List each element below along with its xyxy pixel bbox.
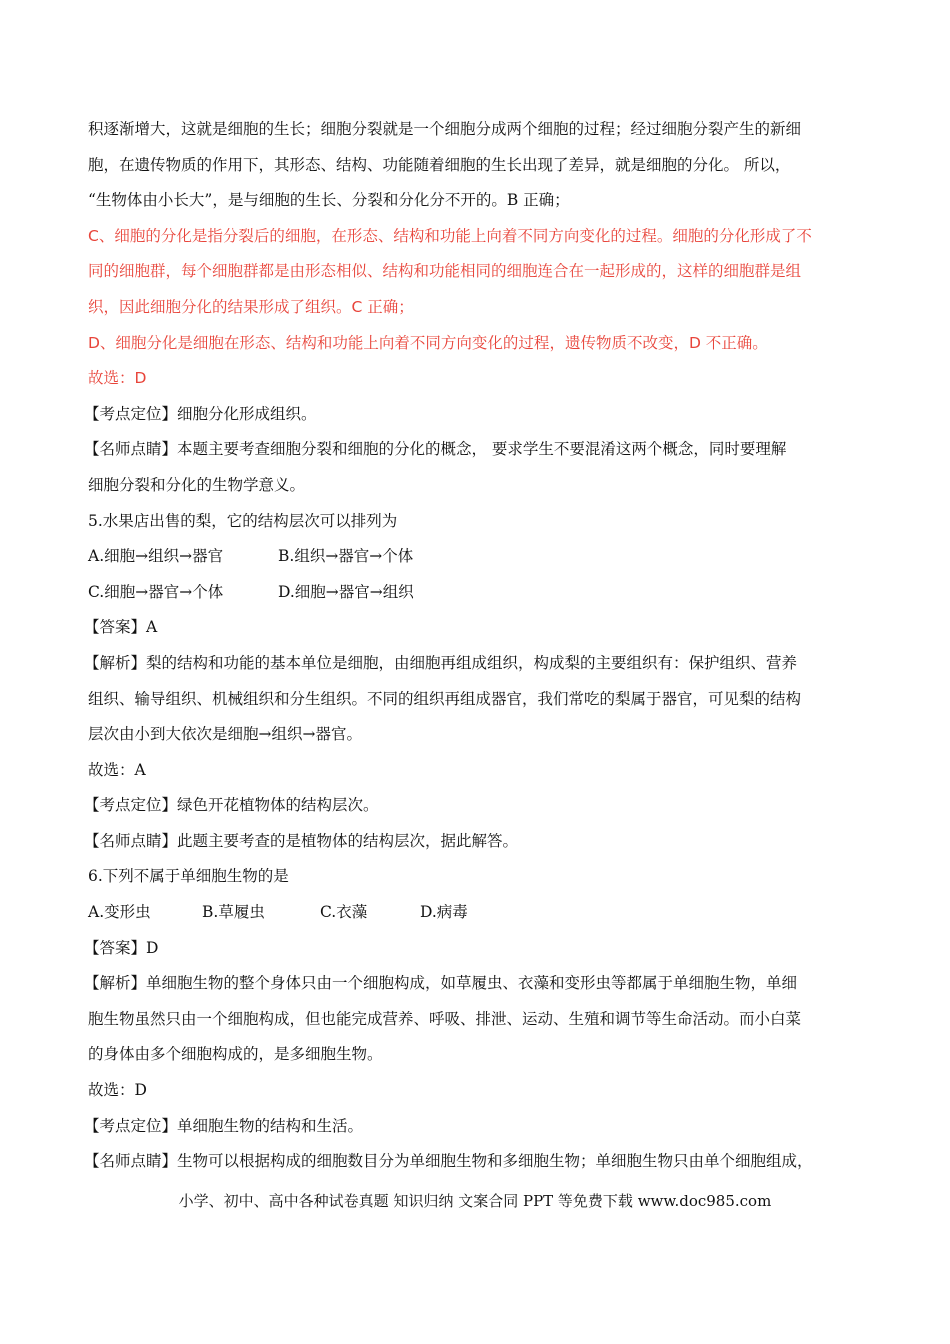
highlighted-text-line: 织，因此细胞分化的结果形成了组织。C 正确；	[88, 297, 414, 316]
option-d: D.细胞→器官→组织	[278, 582, 414, 601]
teacher-note-line: 【名师点睛】本题主要考查细胞分裂和细胞的分化的概念， 要求学生不要混淆这两个概念，同时要理解	[84, 440, 787, 459]
option-b: B.组织→器官→个体	[278, 547, 414, 566]
highlighted-text-line: D、细胞分化是细胞在形态、结构和功能上向着不同方向变化的过程，遗传物质不改变，D 不正确。	[88, 333, 768, 352]
question-5-stem: 5.水果店出售的梨，它的结构层次可以排列为	[88, 511, 398, 530]
text-line: 积逐渐增大，这就是细胞的生长；细胞分裂就是一个细胞分成两个细胞的过程；经过细胞分裂产生的新细	[88, 120, 802, 138]
exam-point-line: 【考点定位】绿色开花植物体的结构层次。	[84, 796, 379, 815]
option-b: B.草履虫	[202, 903, 265, 922]
option-a: A.变形虫	[88, 903, 151, 922]
answer-line: 【答案】A	[84, 618, 158, 637]
highlighted-text-line: 同的细胞群，每个细胞群都是由形态相似、结构和功能相同的细胞连合在一起形成的，这样的细胞群是组	[88, 262, 802, 281]
option-d: D.病毒	[420, 903, 468, 922]
choice-line: 故选：A	[88, 760, 146, 779]
highlighted-answer-line: 故选：D	[88, 369, 147, 388]
text-line: 胞生物虽然只由一个细胞构成，但也能完成营养、呼吸、排泄、运动、生殖和调节等生命活动。而小白菜	[88, 1009, 802, 1028]
text-line: 胞，在遗传物质的作用下，其形态、结构、功能随着细胞的生长出现了差异，就是细胞的分化。 所以，	[88, 155, 791, 174]
text-line: “生物体由小长大”，是与细胞的生长、分裂和分化分不开的。B 正确；	[88, 191, 570, 210]
exam-point-line: 【考点定位】细胞分化形成组织。	[84, 404, 317, 423]
question-5-options-row	[88, 539, 872, 575]
teacher-note-line: 【名师点睛】生物可以根据构成的细胞数目分为单细胞生物和多细胞生物；单细胞生物只由单个细胞组成，	[84, 1152, 813, 1171]
document-page	[84, 112, 872, 1180]
text-line: 组织、输导组织、机械组织和分生组织。不同的组织再组成器官，我们常吃的梨属于器官，可见梨的结构	[88, 689, 802, 708]
option-c: C.细胞→器官→个体	[88, 582, 224, 601]
option-c: C.衣藻	[320, 903, 368, 922]
question-6-stem: 6.下列不属于单细胞生物的是	[88, 867, 289, 886]
text-line: 的身体由多个细胞构成的，是多细胞生物。	[88, 1045, 383, 1064]
text-line: 层次由小到大依次是细胞→组织→器官。	[88, 725, 362, 744]
question-6-options-row	[88, 895, 872, 931]
answer-line: 【答案】D	[84, 938, 159, 957]
question-5-options-row	[88, 575, 872, 611]
page-footer: 小学、初中、高中各种试卷真题 知识归纳 文案合同 PPT 等免费下载 www.doc985.com	[178, 1192, 772, 1210]
teacher-note-line: 【名师点睛】此题主要考查的是植物体的结构层次，据此解答。	[84, 831, 519, 850]
exam-point-line: 【考点定位】单细胞生物的结构和生活。	[84, 1116, 364, 1135]
highlighted-text-line: C、细胞的分化是指分裂后的细胞，在形态、结构和功能上向着不同方向变化的过程。细胞的分化形成了不	[88, 226, 812, 245]
analysis-line: 【解析】梨的结构和功能的基本单位是细胞，由细胞再组成组织，构成梨的主要组织有：保护组织、营养	[84, 653, 798, 672]
analysis-line: 【解析】单细胞生物的整个身体只由一个细胞构成，如草履虫、衣藻和变形虫等都属于单细胞生物，单细	[84, 974, 798, 993]
option-a: A.细胞→组织→器官	[88, 547, 224, 566]
text-line: 细胞分裂和分化的生物学意义。	[88, 475, 306, 494]
choice-line: 故选：D	[88, 1081, 147, 1100]
